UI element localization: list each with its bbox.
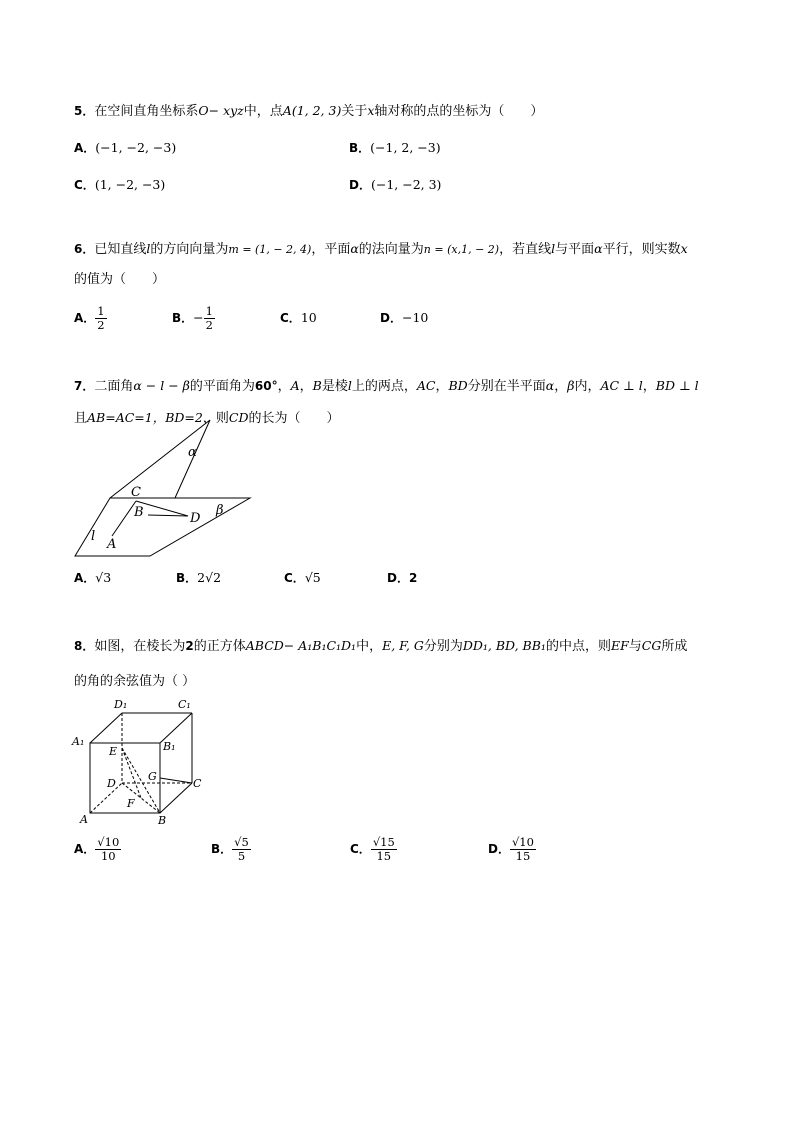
q8-text: 如图，在棱长为 bbox=[94, 639, 186, 654]
q8-segment-ef: EF bbox=[610, 638, 629, 653]
option-label: C． bbox=[350, 842, 371, 856]
q7-text: 分别在半平面 bbox=[467, 379, 546, 394]
denominator: 10 bbox=[100, 849, 116, 863]
q7-option-d[interactable] bbox=[387, 569, 417, 588]
q7-text: 的平面角为 bbox=[189, 379, 255, 394]
option-text: √5 bbox=[304, 570, 321, 585]
q8-text: 分别为 bbox=[423, 639, 463, 654]
q8-text: 的中点，则 bbox=[545, 639, 611, 654]
label-f: F bbox=[127, 797, 135, 810]
fraction bbox=[204, 305, 215, 332]
q8-option-b[interactable] bbox=[211, 836, 251, 863]
option-label: B． bbox=[211, 842, 233, 856]
label-d1: D₁ bbox=[114, 698, 128, 711]
q6-text: 的法向量为 bbox=[358, 242, 424, 257]
label-alpha: α bbox=[188, 445, 197, 460]
edge-a1d1 bbox=[90, 713, 122, 743]
q6-vector-n: n = (x,1, − 2) bbox=[423, 243, 500, 256]
q8-option-d[interactable] bbox=[488, 836, 536, 863]
label-l: l bbox=[91, 529, 96, 544]
q7-perp-ac: AC ⊥ l bbox=[600, 378, 643, 393]
label-b: B bbox=[158, 814, 167, 827]
q6-text: ，若直线 bbox=[499, 242, 552, 257]
label-d: D bbox=[107, 777, 116, 790]
option-text: 10 bbox=[300, 310, 317, 325]
option-text: 2√2 bbox=[197, 570, 222, 585]
q8-text: 与 bbox=[628, 639, 642, 654]
label-e: E bbox=[109, 745, 118, 758]
q8-number: 8． bbox=[74, 639, 95, 653]
option-text: (−1, 2, −3) bbox=[370, 140, 441, 155]
q5-option-c[interactable] bbox=[74, 176, 165, 195]
label-a: A bbox=[80, 813, 88, 826]
label-b: B bbox=[134, 505, 144, 520]
q7-condition: AB=AC=1，BD=2 bbox=[87, 410, 203, 425]
numerator: √10 bbox=[511, 835, 534, 849]
q7-option-c[interactable] bbox=[284, 569, 321, 588]
option-label: D． bbox=[488, 842, 510, 856]
fraction bbox=[95, 836, 121, 863]
q6-line-l: l bbox=[551, 241, 556, 256]
option-label: B． bbox=[176, 571, 198, 585]
option-label: A． bbox=[74, 571, 96, 585]
label-a1: A₁ bbox=[72, 735, 85, 748]
segment-cg bbox=[160, 778, 192, 783]
option-label: C． bbox=[284, 571, 305, 585]
q6-text: ，平面 bbox=[311, 242, 351, 257]
q7-point-b: B bbox=[312, 378, 322, 393]
q5-text: 中，点 bbox=[243, 104, 283, 119]
q5-option-b[interactable] bbox=[349, 139, 441, 158]
q7-text: ， bbox=[299, 379, 313, 394]
q7-degree: 60° bbox=[254, 379, 278, 393]
q8-edge-length: 2 bbox=[185, 639, 194, 653]
q7-text: ，则 bbox=[202, 411, 229, 426]
q6-x: x bbox=[680, 241, 688, 256]
fraction bbox=[95, 305, 106, 332]
q7-option-a[interactable] bbox=[74, 569, 111, 588]
option-label: A． bbox=[74, 311, 96, 325]
q7-alpha: α bbox=[545, 378, 555, 393]
option-text: −10 bbox=[401, 310, 429, 325]
fraction bbox=[371, 836, 397, 863]
q6-line-l: l bbox=[146, 241, 151, 256]
q8-option-a[interactable] bbox=[74, 836, 121, 863]
q5-point: A(1, 2, 3) bbox=[282, 103, 342, 118]
option-text: (1, −2, −3) bbox=[94, 177, 166, 192]
plane-beta bbox=[75, 498, 250, 556]
q6-option-a[interactable] bbox=[74, 305, 107, 332]
q7-dihedral-figure bbox=[70, 418, 255, 560]
q6-stem bbox=[74, 240, 688, 259]
option-label: D． bbox=[380, 311, 402, 325]
q6-option-c[interactable] bbox=[280, 309, 317, 328]
q5-option-a[interactable] bbox=[74, 139, 176, 158]
q8-text: 的正方体 bbox=[193, 639, 246, 654]
numerator: √5 bbox=[234, 835, 249, 849]
label-b1: B₁ bbox=[163, 740, 176, 753]
numerator: 1 bbox=[205, 304, 213, 318]
q5-stem bbox=[74, 102, 543, 121]
edge-bc bbox=[160, 783, 192, 813]
option-label: A． bbox=[74, 842, 96, 856]
q8-segment-cg: CG bbox=[641, 638, 662, 653]
option-label: C． bbox=[280, 311, 301, 325]
numerator: √15 bbox=[372, 835, 395, 849]
option-label: C． bbox=[74, 178, 95, 192]
q7-point-a: A bbox=[290, 378, 300, 393]
q5-option-d[interactable] bbox=[349, 176, 441, 195]
option-label: A． bbox=[74, 141, 96, 155]
option-label: D． bbox=[349, 178, 371, 192]
option-label: D． bbox=[387, 571, 409, 585]
q7-text: 的长为（ ） bbox=[248, 411, 340, 426]
label-beta: β bbox=[216, 503, 224, 518]
segment-bd bbox=[148, 515, 188, 516]
q6-option-b[interactable] bbox=[172, 305, 215, 332]
q7-perp-bd: BD ⊥ l bbox=[655, 378, 699, 393]
option-label: B． bbox=[172, 311, 194, 325]
denominator: 5 bbox=[237, 849, 246, 863]
q7-segment-ac: AC bbox=[416, 378, 436, 393]
q7-text: ， bbox=[554, 379, 568, 394]
edge-ad bbox=[90, 783, 122, 813]
q8-points: E, F, G bbox=[382, 638, 424, 653]
q7-segment-cd: CD bbox=[228, 410, 249, 425]
q5-number: 5． bbox=[74, 104, 95, 118]
edge-b1c1 bbox=[160, 713, 192, 743]
q6-alpha: α bbox=[594, 241, 603, 256]
label-g: G bbox=[148, 770, 157, 783]
q6-vector-m: m = (1, − 2, 4) bbox=[228, 243, 312, 256]
q7-stem bbox=[74, 377, 699, 396]
q8-stem-line2: 的角的余弦值为（ ） bbox=[74, 674, 196, 689]
denominator: 15 bbox=[515, 849, 531, 863]
q7-text: 内， bbox=[574, 379, 601, 394]
q5-text: 在空间直角坐标系 bbox=[94, 104, 199, 119]
q7-text: ， bbox=[642, 379, 656, 394]
q7-text: ， bbox=[277, 379, 291, 394]
denominator: 15 bbox=[376, 849, 392, 863]
q8-text: 中， bbox=[356, 639, 383, 654]
q6-text: 的方向向量为 bbox=[150, 242, 229, 257]
q5-text: 关于 bbox=[341, 104, 368, 119]
option-text: √3 bbox=[95, 570, 112, 585]
segment-cd bbox=[136, 501, 188, 516]
numerator: 1 bbox=[97, 304, 105, 318]
q7-option-b[interactable] bbox=[176, 569, 221, 588]
q7-beta: β bbox=[567, 378, 575, 393]
label-a: A bbox=[107, 537, 117, 552]
fraction bbox=[232, 836, 251, 863]
q7-text: ， bbox=[435, 379, 449, 394]
q6-text: 已知直线 bbox=[94, 242, 147, 257]
q8-cube-name: ABCD− A₁B₁C₁D₁ bbox=[245, 638, 357, 653]
q8-segments: DD₁, BD, BB₁ bbox=[462, 638, 546, 653]
label-c: C bbox=[131, 485, 141, 500]
q5-axis: x bbox=[367, 103, 375, 118]
numerator: √10 bbox=[97, 835, 120, 849]
q6-option-d[interactable] bbox=[380, 309, 428, 328]
q7-text: 上的两点， bbox=[351, 379, 417, 394]
label-c1: C₁ bbox=[178, 698, 191, 711]
option-text: (−1, −2, −3) bbox=[95, 140, 177, 155]
q7-text: 且 bbox=[74, 411, 88, 426]
label-d: D bbox=[190, 511, 201, 526]
q7-number: 7． bbox=[74, 379, 95, 393]
fraction bbox=[510, 836, 536, 863]
q7-text: 是棱 bbox=[321, 379, 348, 394]
q6-text: 平行，则实数 bbox=[602, 242, 681, 257]
denominator: 2 bbox=[97, 318, 105, 332]
q6-alpha: α bbox=[350, 241, 359, 256]
option-text: 2 bbox=[408, 571, 418, 585]
q6-text: 与平面 bbox=[555, 242, 595, 257]
option-text: (−1, −2, 3) bbox=[370, 177, 442, 192]
q8-text: 所成 bbox=[661, 639, 688, 654]
minus-sign: − bbox=[193, 310, 204, 325]
q7-edge-l: l bbox=[347, 378, 352, 393]
segment-ac bbox=[112, 501, 136, 536]
q7-dihedral: α − l − β bbox=[133, 378, 190, 393]
q8-option-c[interactable] bbox=[350, 836, 397, 863]
q6-number: 6． bbox=[74, 242, 95, 256]
denominator: 2 bbox=[205, 318, 213, 332]
q6-stem-line2: 的值为（ ） bbox=[74, 272, 166, 287]
q8-stem bbox=[74, 637, 687, 656]
option-label: B． bbox=[349, 141, 371, 155]
q5-text: 轴对称的点的坐标为（ ） bbox=[374, 104, 544, 119]
q7-segment-bd: BD bbox=[448, 378, 468, 393]
q7-text: 二面角 bbox=[94, 379, 134, 394]
label-c: C bbox=[193, 777, 202, 790]
q5-coord-system: O− xyz bbox=[198, 103, 244, 118]
q8-cube-figure bbox=[70, 695, 210, 830]
